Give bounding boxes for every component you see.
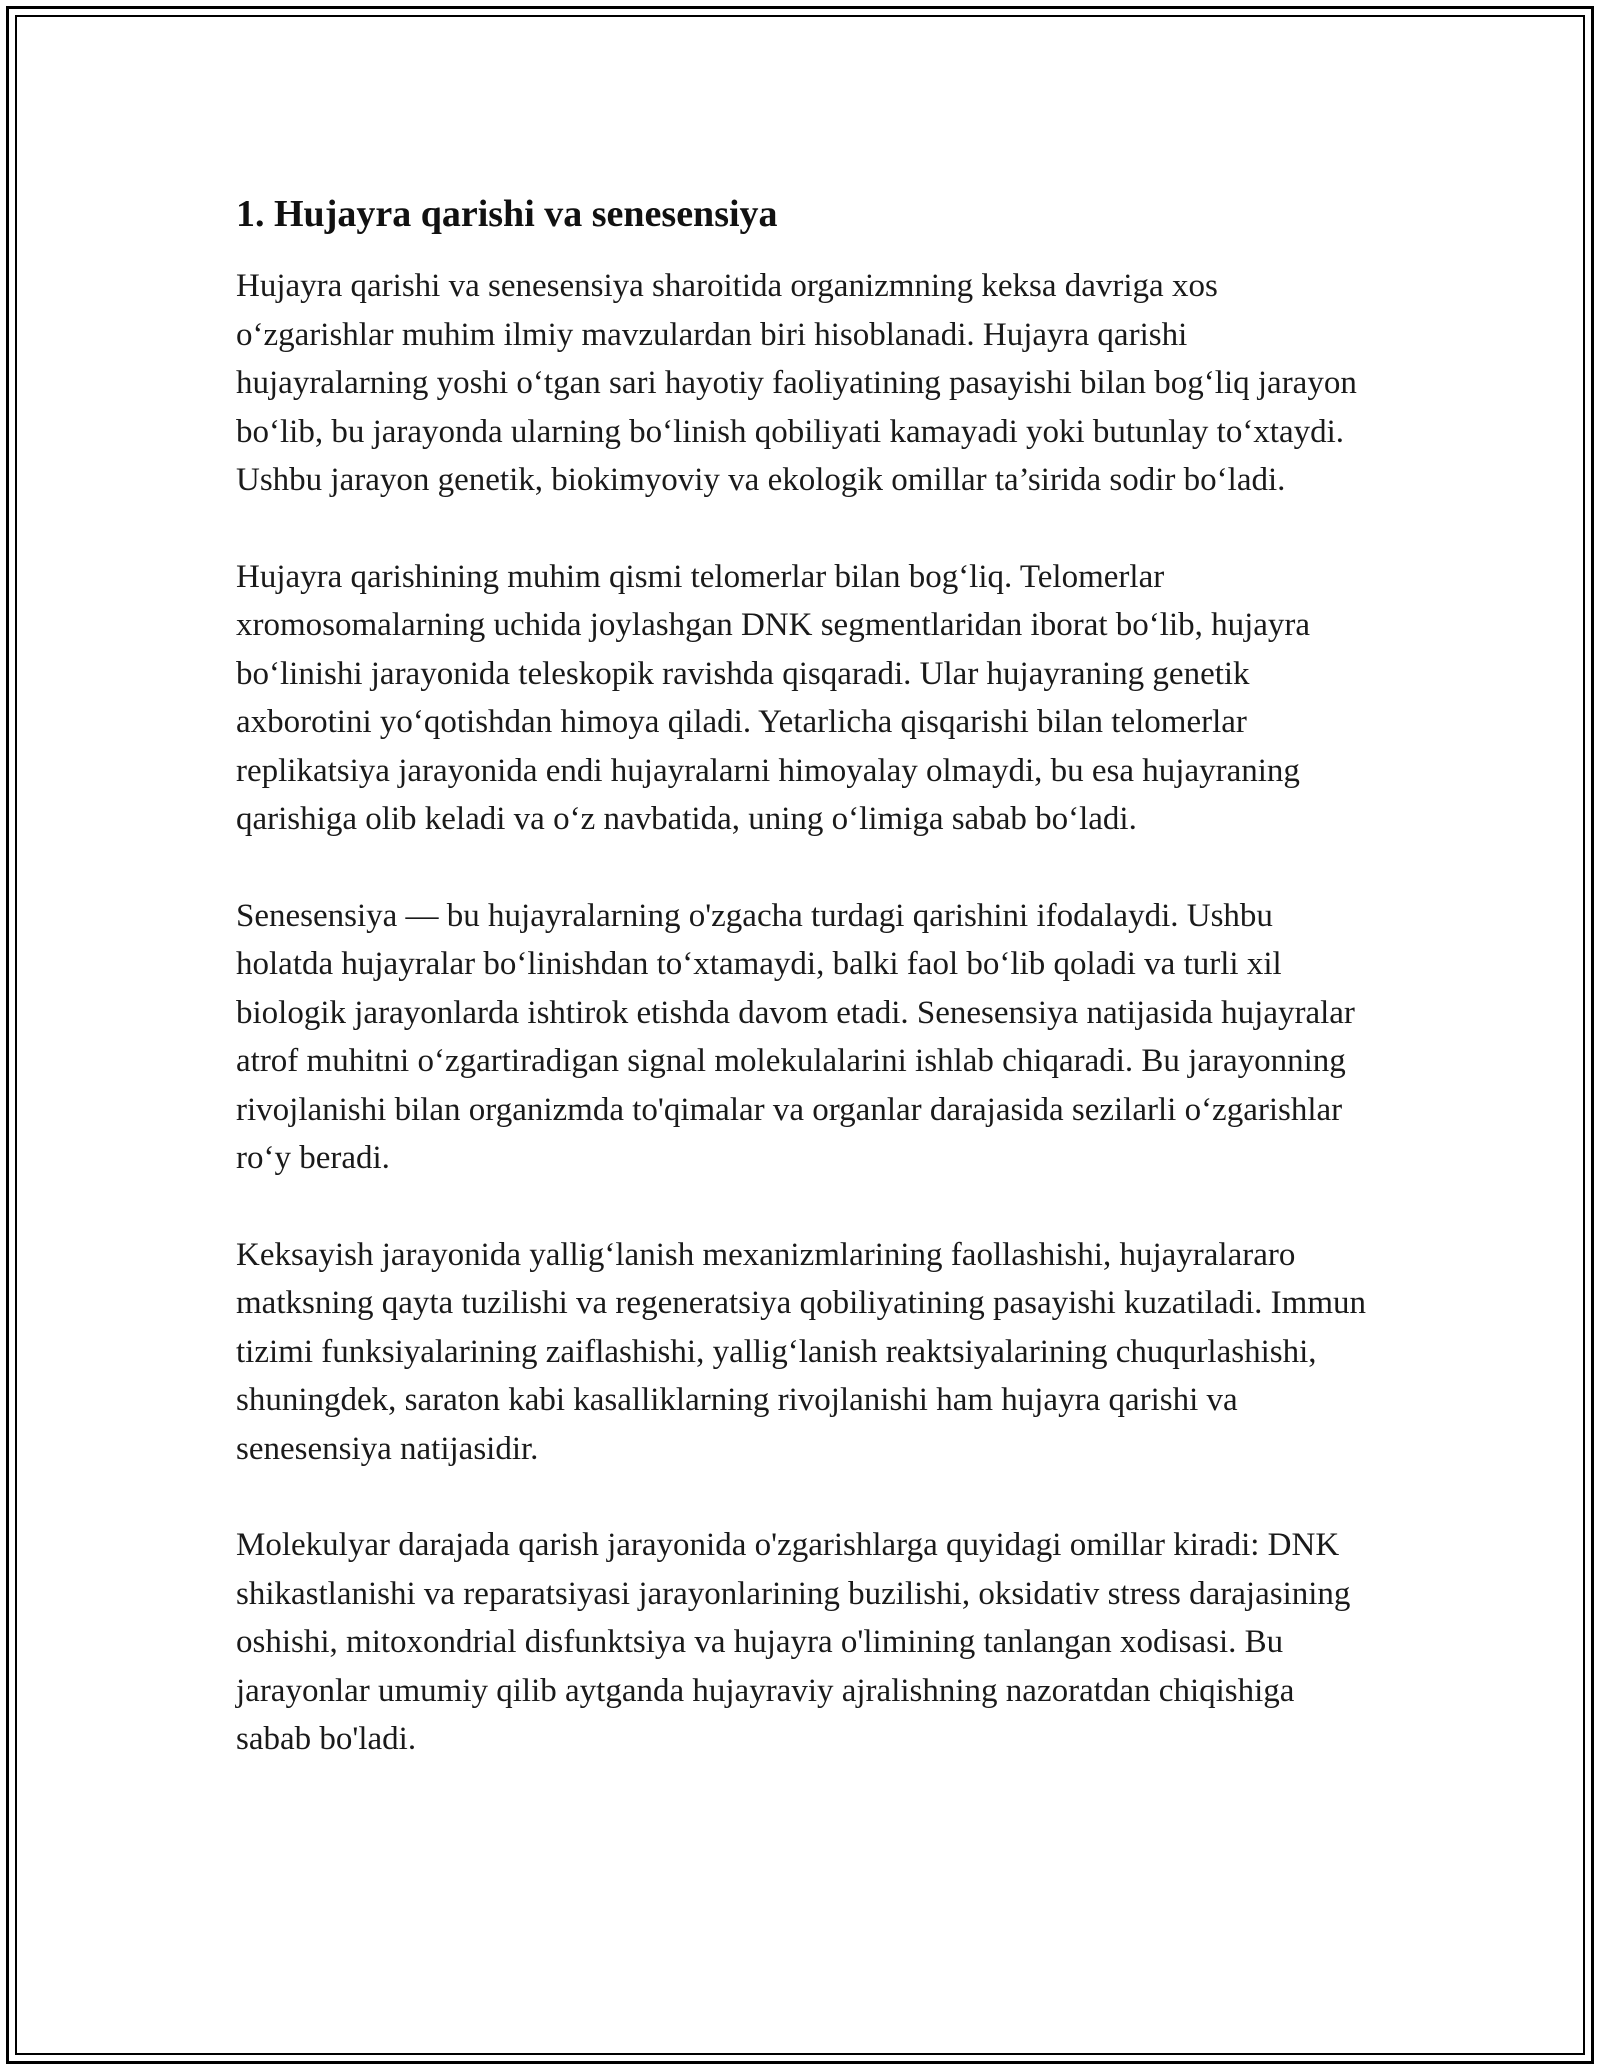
paragraph-4: Keksayish jarayonida yallig‘lanish mexanizmlarining faollashishi, hujayralararo matksning qayta tuzilishi va regeneratsiya qobiliyatining pasayishi kuzatiladi. Immun tizimi funksiyalarining zaiflashishi, yallig‘lanish reaktsiyalarining chuqurlashishi, shuningdek, saraton kabi kasalliklarning rivojlanishi ham hujayra qarishi va senesensiya natijasidir.	[236, 1236, 1366, 1467]
section-heading: 1. Hujayra qarishi va senesensiya	[236, 193, 778, 235]
document-body	[236, 188, 1376, 1812]
paragraph-3: Senesensiya — bu hujayralarning o'zgacha turdagi qarishini ifodalaydi. Ushbu holatda hujayralar bo‘linishdan to‘xtamaydi, balki faol bo‘lib qoladi va turli xil biologik jarayonlarda ishtirok etishda davom etadi. Senesensiya natijasida hujayralar atrof muhitni o‘zgartiradigan signal molekulalarini ishlab chiqaradi. Bu jarayonning rivojlanishi bilan organizmda to'qimalar va organlar darajasida sezilarli o‘zgarishlar ro‘y beradi.	[236, 897, 1355, 1176]
paragraph-5: Molekulyar darajada qarish jarayonida o'zgarishlarga quyidagi omillar kiradi: DNK shikastlanishi va reparatsiyasi jarayonlarining buzilishi, oksidativ stress darajasining oshishi, mitoxondrial disfunktsiya va hujayra o'limining tanlangan xodisasi. Bu jarayonlar umumiy qilib aytganda hujayraviy ajralishning nazoratdan chiqishiga sabab bo'ladi.	[236, 1527, 1351, 1757]
paragraph-2: Hujayra qarishining muhim qismi telomerlar bilan bog‘liq. Telomerlar xromosomalarning uchida joylashgan DNK segmentlaridan iborat bo‘lib, hujayra bo‘linishi jarayonida teleskopik ravishda qisqaradi. Ular hujayraning genetik axborotini yo‘qotishdan himoya qiladi. Yetarlicha qisqarishi bilan telomerlar replikatsiya jarayonida endi hujayralarni himoyalay olmaydi, bu esa hujayraning qarishiga olib keladi va o‘z navbatida, uning o‘limiga sabab bo‘ladi.	[236, 558, 1311, 837]
paragraph-1: Hujayra qarishi va senesensiya sharoitida organizmning keksa davriga xos o‘zgarishlar muhim ilmiy mavzulardan biri hisoblanadi. Hujayra qarishi hujayralarning yoshi o‘tgan sari hayotiy faoliyatining pasayishi bilan bog‘liq jarayon bo‘lib, bu jarayonda ularning bo‘linish qobiliyati kamayadi yoki butunlay to‘xtaydi. Ushbu jarayon genetik, biokimyoviy va ekologik omillar ta’sirida sodir bo‘ladi.	[236, 268, 1357, 498]
